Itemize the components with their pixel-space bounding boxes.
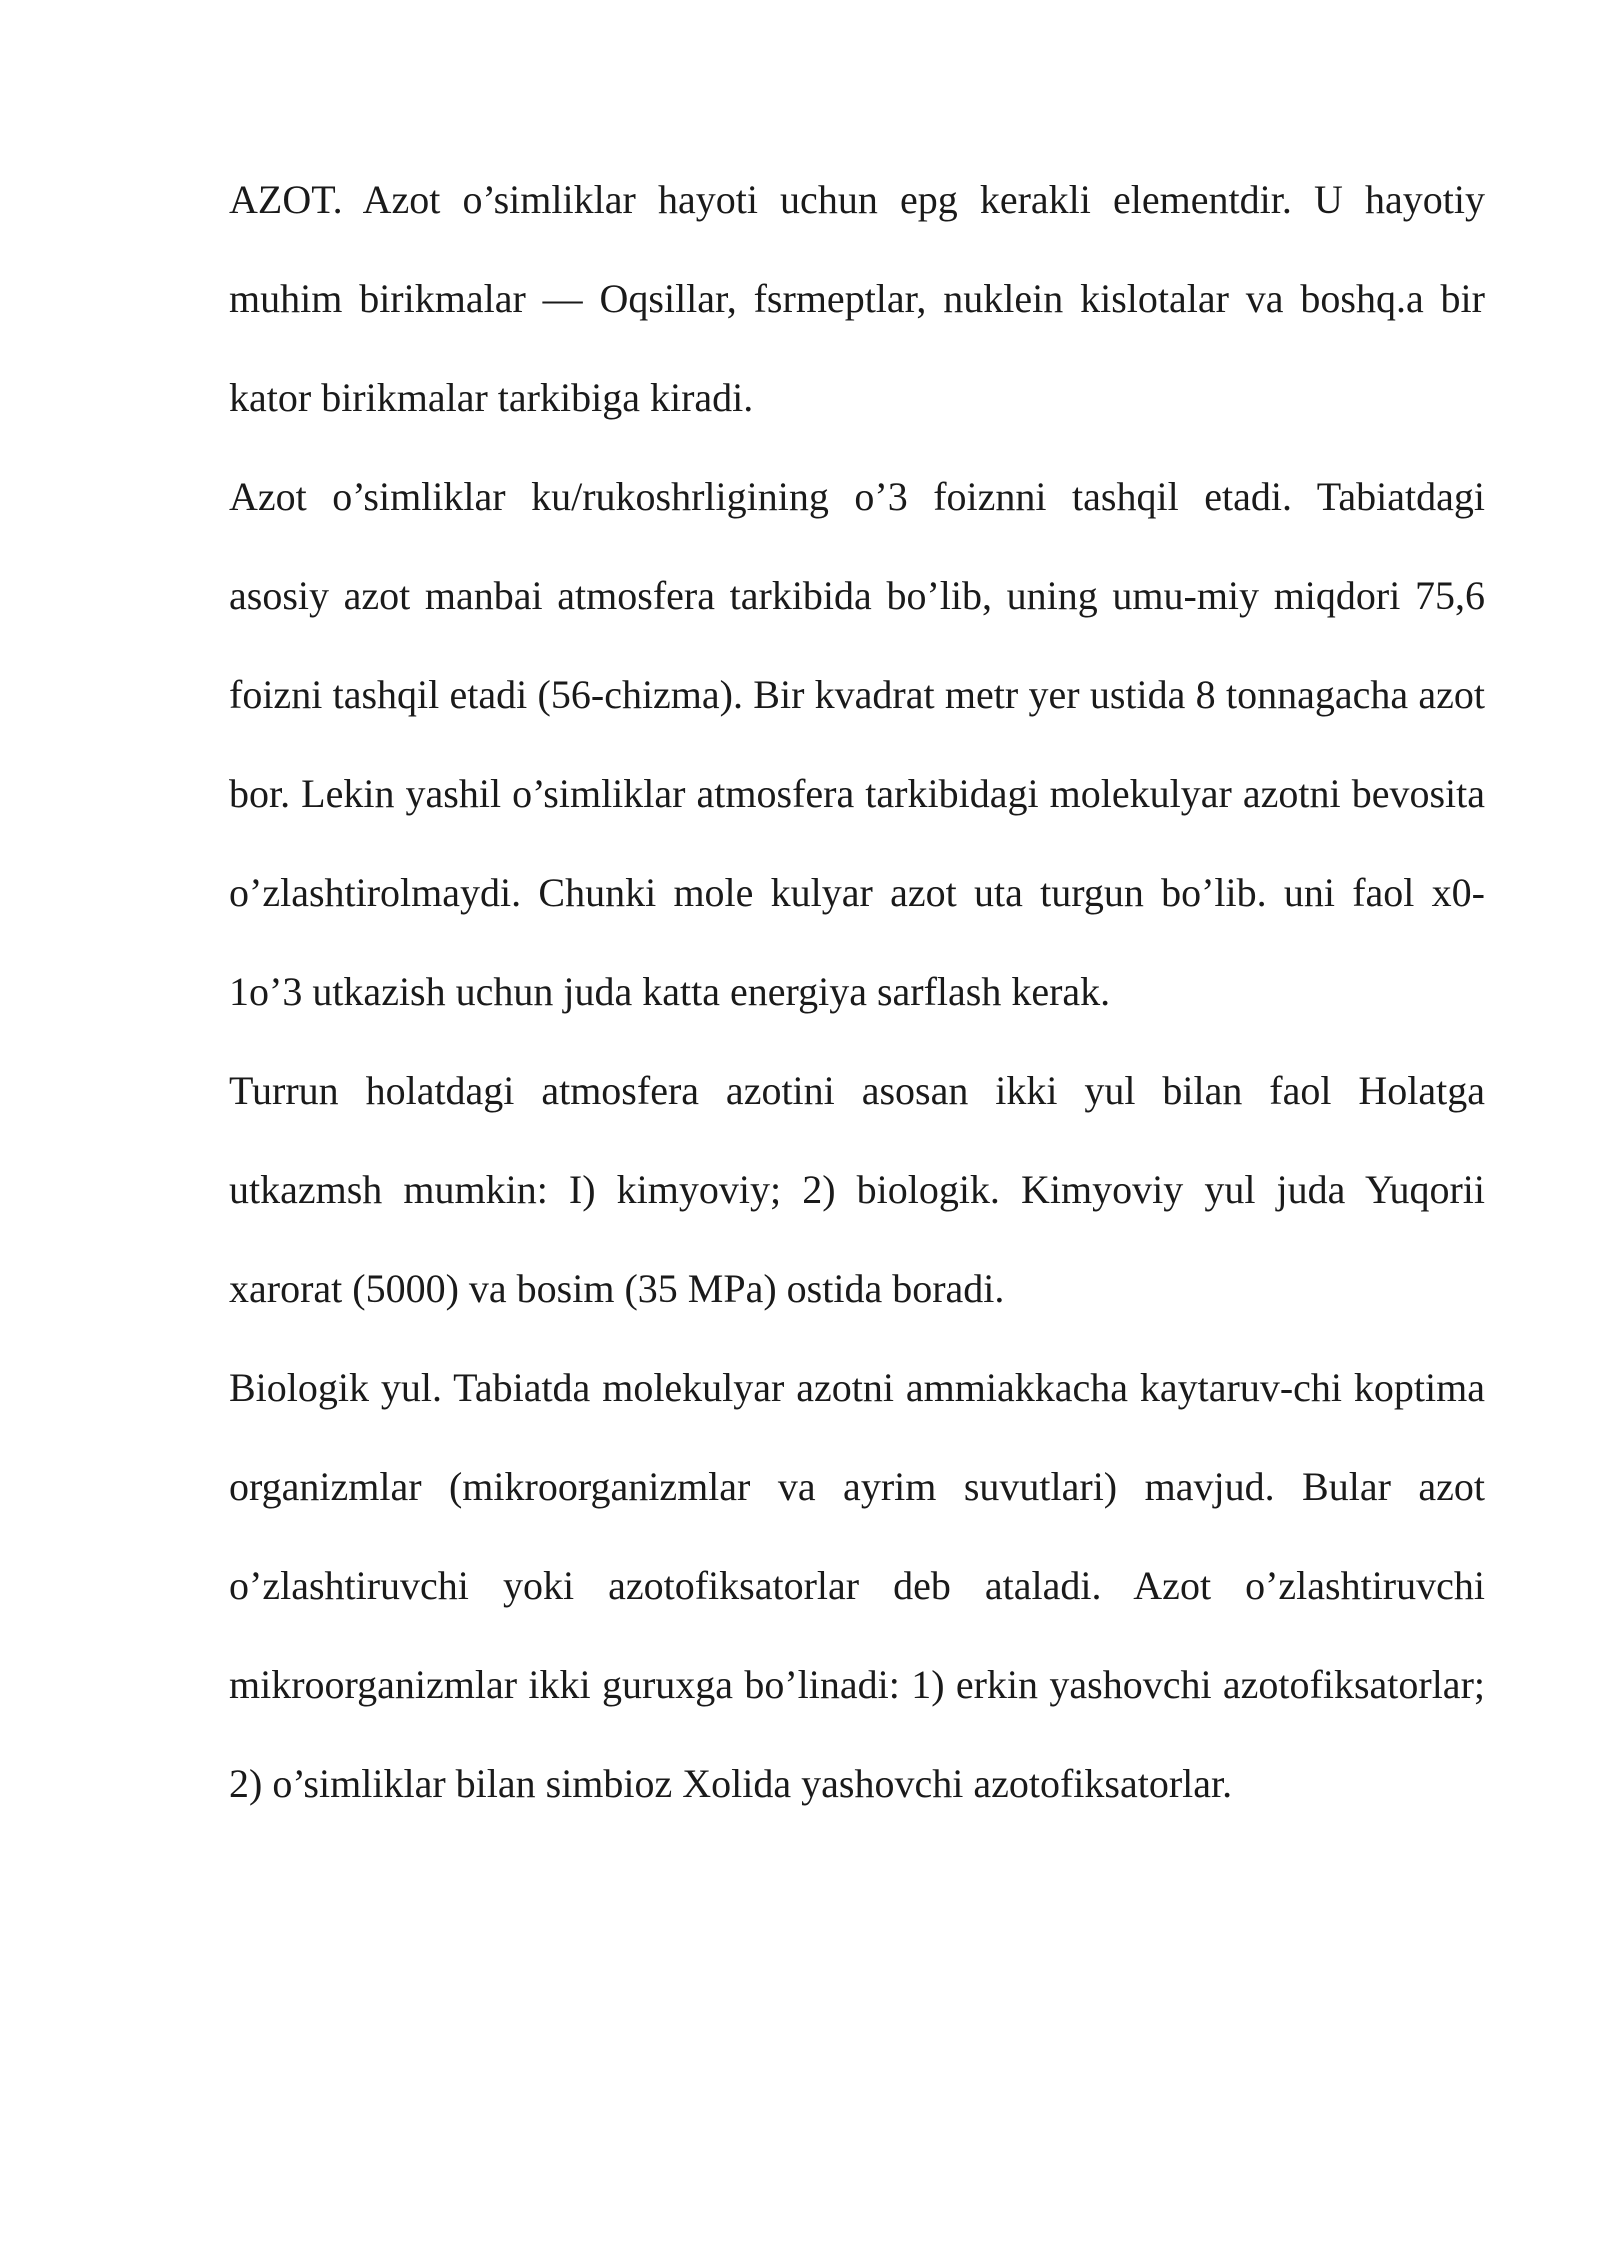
document-body	[229, 150, 1485, 1833]
paragraph-azot-source: Azot o’simliklar ku/rukoshrligining o’3 foiznni tashqil etadi. Tabiatdagi asosiy azot manbai atmosfera tarkibida bo’lib, uning umu-miy miqdori 75,6 foizni tashqil etadi (56-chizma). Bir kvadrat metr yer ustida 8 tonnagacha azot bor. Lekin yashil o’simliklar atmosfera tarkibidagi molekulyar azotni bevosita o’zlashtirolmaydi. Chunki mole kulyar azot uta turgun bo’lib. uni faol x0-1o’3 utkazish uchun juda katta energiya sarflash kerak.	[229, 474, 1485, 1014]
paragraph-azot-intro: AZOT. Azot o’simliklar hayoti uchun epg kerakli elementdir. U hayotiy muhim birikmalar — Oqsillar, fsrmeptlar, nuklein kislotalar va boshq.a bir kator birikmalar tarkibiga kiradi.	[229, 177, 1485, 420]
paragraph-biological-way: Biologik yul. Tabiatda molekulyar azotni ammiakkacha kaytaruv-chi koptima organizmlar (mikroorganizmlar va ayrim suvutlari) mavjud. Bular azot o’zlashtiruvchi yoki azotofiksatorlar deb ataladi. Azot o’zlashtiruvchi mikroorganizmlar ikki guruxga bo’linadi: 1) erkin yashovchi azotofiksatorlar; 2) o’simliklar bilan simbioz Xolida yashovchi azotofiksatorlar.	[229, 1365, 1485, 1806]
paragraph-fixation-ways: Turrun holatdagi atmosfera azotini asosan ikki yul bilan faol Holatga utkazmsh mumkin: I) kimyoviy; 2) biologik. Kimyoviy yul juda Yuqorii xarorat (5000) va bosim (35 MPa) ostida boradi.	[229, 1068, 1485, 1311]
